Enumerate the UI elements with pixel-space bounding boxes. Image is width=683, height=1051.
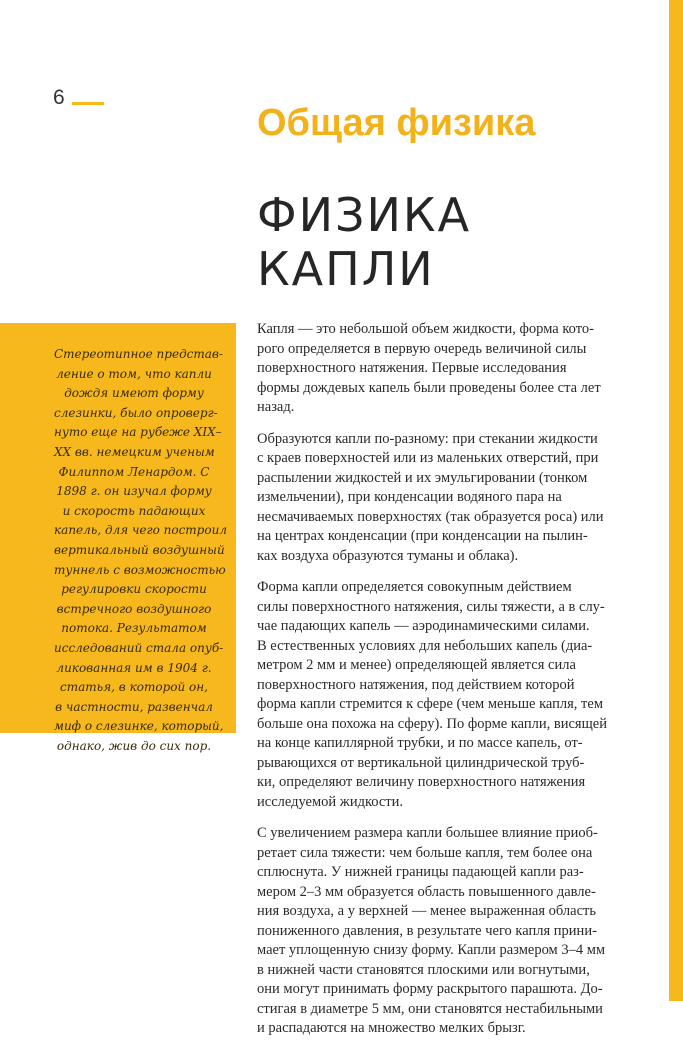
section-title: Общая физика — [257, 102, 536, 144]
body-line: Образуются капли по-разному: при стекании жидкости — [257, 430, 598, 447]
sidebar-line: статья, в которой он, — [60, 680, 208, 695]
body-line: форма капли стремится к сфере (чем меньше капля, тем — [257, 696, 604, 712]
sidebar-line: встречного воздушного — [56, 601, 212, 616]
sidebar-line: дождя имеют форму — [64, 386, 204, 401]
body-line: формы дождевых капель были проведены более ста лет — [257, 379, 601, 396]
body-line: пониженного давления, в результате чего капля прини- — [257, 922, 597, 939]
page-edge-stripe — [669, 0, 683, 1001]
body-paragraph — [257, 320, 629, 418]
sidebar-line: в частности, развенчал — [55, 699, 213, 714]
body-line: Капля — это небольшой объем жидкости, форма кото- — [257, 321, 594, 337]
body-line: в нижней части становятся плоскими или вогнутыми, — [257, 961, 590, 978]
sidebar-line: однако, жив до сих пор. — [56, 738, 212, 753]
sidebar-line: миф о слезинке, который, — [54, 719, 224, 734]
body-line: несмачиваемых поверхностях (так образуется роса) или — [257, 508, 604, 525]
body-line: мером 2–3 мм образуется область повышенного давле- — [257, 883, 596, 900]
chapter-title-line: КАПЛИ — [257, 242, 435, 296]
body-line: они могут принимать форму раскрытого парашюта. До- — [257, 981, 603, 997]
body-line: чае падающих капель — аэродинамическими силами. — [257, 618, 590, 634]
page-number: 6 — [53, 86, 65, 109]
sidebar-line: ление о том, что капли — [56, 366, 212, 381]
body-paragraph — [257, 430, 629, 567]
body-line: рывающихся от вертикальной цилиндрической труб- — [257, 754, 585, 771]
chapter-title — [257, 188, 471, 296]
body-line: ретает сила тяжести: чем больше капля, тем более она — [257, 844, 593, 861]
body-line: поверхностного натяжения, под действием которой — [257, 676, 575, 693]
body-line: с краев поверхностей или из маленьких отверстий, при — [257, 450, 599, 466]
body-line: распылении жидкостей и их эмульгировании (тонком — [257, 469, 588, 486]
sidebar-line: исследований стала опуб- — [54, 640, 224, 655]
body-line: и распадаются на множество мелких брызг. — [257, 1020, 526, 1036]
body-line: на центрах конденсации (при конденсации на пылин- — [257, 528, 588, 544]
sidebar-note — [54, 345, 227, 756]
body-line: ки, определяют величину поверхностного натяжения — [257, 774, 586, 790]
sidebar-line: потока. Результатом — [61, 621, 207, 636]
sidebar-line: нуто еще на рубеже XIX– — [54, 425, 222, 440]
body-line: измельчении), при конденсации водяного пара на — [257, 489, 562, 505]
body-text — [257, 320, 629, 1051]
body-line: назад. — [257, 399, 295, 415]
body-paragraph — [257, 578, 629, 812]
body-line: ках воздуха образуются туманы и облака). — [257, 547, 519, 564]
body-line: В естественных условиях для небольших капель (диа- — [257, 637, 593, 654]
body-line: стигая в диаметре 5 мм, они становятся нестабильными — [257, 1000, 603, 1017]
sidebar-line: капель, для чего построил — [54, 523, 227, 538]
sidebar-line: вертикальный воздушный — [54, 542, 225, 557]
sidebar-line: и скорость падающих — [62, 503, 206, 518]
body-paragraph — [257, 824, 629, 1039]
body-line: силы поверхностного натяжения, силы тяжести, а в слу- — [257, 598, 605, 615]
body-line: метром 2 мм и менее) определяющей является сила — [257, 657, 576, 673]
sidebar-line: XX вв. немецким ученым — [54, 444, 215, 459]
body-line: Форма капли определяется совокупным действием — [257, 579, 572, 595]
body-line: С увеличением размера капли большее влияние приоб- — [257, 825, 598, 841]
body-line: исследуемой жидкости. — [257, 793, 404, 810]
sidebar-line: 1898 г. он изучал форму — [56, 484, 212, 499]
body-line: поверхностного натяжения. Первые исследования — [257, 360, 567, 376]
sidebar-line: регулировки скорости — [61, 582, 207, 597]
body-line: мает уплощенную снизу форму. Капли размером 3–4 мм — [257, 942, 606, 958]
body-line: рого определяется в первую очередь величиной силы — [257, 340, 587, 357]
chapter-title-line: ФИЗИКА — [257, 188, 472, 242]
sidebar-line: ликованная им в 1904 г. — [56, 660, 212, 675]
sidebar-line: Филиппом Ленардом. С — [58, 464, 210, 479]
sidebar-line: туннель с возможностью — [54, 562, 226, 577]
body-line: на конце капиллярной трубки, и по массе капель, от- — [257, 735, 583, 751]
page-number-rule — [72, 102, 104, 105]
body-line: ния воздуха, а у верхней — менее выраженная область — [257, 903, 596, 919]
sidebar-line: слезинки, было опроверг- — [54, 405, 218, 420]
sidebar-line: Стереотипное представ- — [54, 347, 223, 361]
body-line: больше она похожа на сферу). По форме капли, висящей — [257, 715, 607, 732]
body-line: сплюснута. У нижней границы падающей капли раз- — [257, 864, 584, 880]
